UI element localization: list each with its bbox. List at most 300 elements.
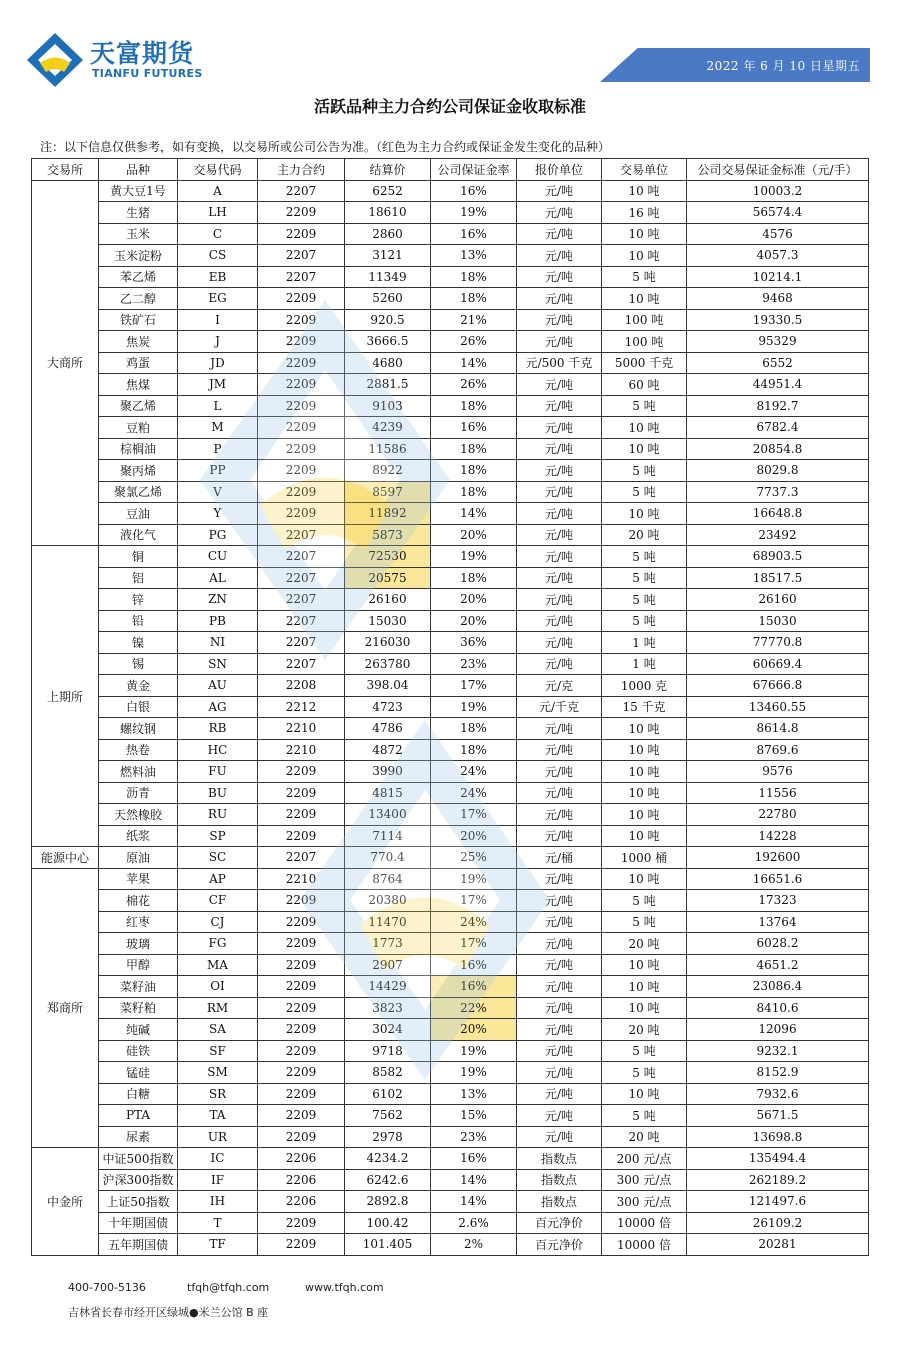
margin-amount-cell: 20281 (687, 1234, 869, 1256)
margin-amount-cell: 9576 (687, 761, 869, 783)
code-cell: AL (178, 567, 258, 589)
trade-unit-cell: 1000 桶 (602, 847, 687, 869)
margin-rate-cell: 24% (431, 782, 517, 804)
trade-unit-cell: 10 吨 (602, 976, 687, 998)
code-cell: RU (178, 804, 258, 826)
product-cell: 鸡蛋 (99, 352, 178, 374)
contract-cell: 2210 (258, 868, 345, 890)
contract-cell: 2209 (258, 503, 345, 525)
quote-unit-cell: 元/桶 (517, 847, 602, 869)
product-cell: 锌 (99, 589, 178, 611)
code-cell: TF (178, 1234, 258, 1256)
quote-unit-cell: 元/吨 (517, 309, 602, 331)
settle-price-cell: 13400 (345, 804, 431, 826)
contract-cell: 2209 (258, 761, 345, 783)
contract-cell: 2209 (258, 223, 345, 245)
code-cell: C (178, 223, 258, 245)
settle-price-cell: 4786 (345, 718, 431, 740)
code-cell: EG (178, 288, 258, 310)
quote-unit-cell: 元/千克 (517, 696, 602, 718)
settle-price-cell: 7114 (345, 825, 431, 847)
quote-unit-cell: 元/吨 (517, 1040, 602, 1062)
quote-unit-cell: 百元净价 (517, 1234, 602, 1256)
settle-price-cell: 2881.5 (345, 374, 431, 396)
quote-unit-cell: 元/吨 (517, 223, 602, 245)
margin-rate-cell: 19% (431, 696, 517, 718)
settle-price-cell: 4815 (345, 782, 431, 804)
code-cell: FG (178, 933, 258, 955)
contract-cell: 2209 (258, 438, 345, 460)
margin-rate-cell: 24% (431, 761, 517, 783)
table-row (32, 352, 869, 374)
trade-unit-cell: 10 吨 (602, 782, 687, 804)
contract-cell: 2209 (258, 1105, 345, 1127)
contract-cell: 2209 (258, 460, 345, 482)
contract-cell: 2209 (258, 804, 345, 826)
margin-rate-cell: 13% (431, 1083, 517, 1105)
code-cell: EB (178, 266, 258, 288)
product-cell: 燃料油 (99, 761, 178, 783)
settle-price-cell: 2860 (345, 223, 431, 245)
contract-cell: 2206 (258, 1169, 345, 1191)
margin-amount-cell: 26160 (687, 589, 869, 611)
contract-cell: 2209 (258, 1083, 345, 1105)
table-row (32, 1169, 869, 1191)
exchange-cell: 能源中心 (32, 847, 99, 869)
quote-unit-cell: 元/吨 (517, 890, 602, 912)
margin-rate-cell: 26% (431, 331, 517, 353)
table-row (32, 309, 869, 331)
margin-rate-cell: 19% (431, 546, 517, 568)
product-cell: 红枣 (99, 911, 178, 933)
code-cell: IH (178, 1191, 258, 1213)
code-cell: SP (178, 825, 258, 847)
code-cell: OI (178, 976, 258, 998)
column-header: 报价单位 (517, 159, 602, 181)
code-cell: ZN (178, 589, 258, 611)
margin-rate-cell: 36% (431, 632, 517, 654)
margin-amount-cell: 68903.5 (687, 546, 869, 568)
margin-rate-cell: 25% (431, 847, 517, 869)
margin-amount-cell: 121497.6 (687, 1191, 869, 1213)
contract-cell: 2209 (258, 1040, 345, 1062)
table-row (32, 868, 869, 890)
margin-amount-cell: 44951.4 (687, 374, 869, 396)
settle-price-cell: 2907 (345, 954, 431, 976)
settle-price-cell: 920.5 (345, 309, 431, 331)
contract-cell: 2209 (258, 331, 345, 353)
margin-rate-cell: 18% (431, 395, 517, 417)
contract-cell: 2210 (258, 739, 345, 761)
margin-rate-cell: 18% (431, 266, 517, 288)
product-cell: 螺纹钢 (99, 718, 178, 740)
margin-amount-cell: 56574.4 (687, 202, 869, 224)
margin-amount-cell: 4651.2 (687, 954, 869, 976)
margin-amount-cell: 7737.3 (687, 481, 869, 503)
contract-cell: 2212 (258, 696, 345, 718)
exchange-cell: 中金所 (32, 1148, 99, 1256)
settle-price-cell: 14429 (345, 976, 431, 998)
margin-amount-cell: 77770.8 (687, 632, 869, 654)
margin-rate-cell: 13% (431, 245, 517, 267)
quote-unit-cell: 元/吨 (517, 503, 602, 525)
quote-unit-cell: 元/吨 (517, 567, 602, 589)
margin-amount-cell: 14228 (687, 825, 869, 847)
contract-cell: 2207 (258, 847, 345, 869)
code-cell: AG (178, 696, 258, 718)
margin-amount-cell: 20854.8 (687, 438, 869, 460)
code-cell: MA (178, 954, 258, 976)
trade-unit-cell: 20 吨 (602, 933, 687, 955)
trade-unit-cell: 200 元/点 (602, 1148, 687, 1170)
quote-unit-cell: 指数点 (517, 1148, 602, 1170)
table-row (32, 696, 869, 718)
trade-unit-cell: 1000 克 (602, 675, 687, 697)
contract-cell: 2209 (258, 309, 345, 331)
disclaimer-note: 注：以下信息仅供参考，如有变换，以交易所或公司公告为准。（红色为主力合约或保证金发生变化的品种） (40, 140, 611, 154)
code-cell: HC (178, 739, 258, 761)
product-cell: 焦炭 (99, 331, 178, 353)
settle-price-cell: 3823 (345, 997, 431, 1019)
table-row (32, 1040, 869, 1062)
product-cell: 聚丙烯 (99, 460, 178, 482)
contract-cell: 2209 (258, 395, 345, 417)
code-cell: TA (178, 1105, 258, 1127)
margin-amount-cell: 262189.2 (687, 1169, 869, 1191)
product-cell: PTA (99, 1105, 178, 1127)
trade-unit-cell: 5 吨 (602, 911, 687, 933)
settle-price-cell: 15030 (345, 610, 431, 632)
trade-unit-cell: 5 吨 (602, 567, 687, 589)
code-cell: PB (178, 610, 258, 632)
table-row (32, 460, 869, 482)
table-row (32, 1105, 869, 1127)
settle-price-cell: 100.42 (345, 1212, 431, 1234)
contract-cell: 2210 (258, 718, 345, 740)
trade-unit-cell: 5 吨 (602, 1062, 687, 1084)
margin-amount-cell: 9468 (687, 288, 869, 310)
quote-unit-cell: 元/吨 (517, 1083, 602, 1105)
column-header: 交易代码 (178, 159, 258, 181)
table-row (32, 503, 869, 525)
margin-amount-cell: 4057.3 (687, 245, 869, 267)
margin-rate-cell: 14% (431, 1169, 517, 1191)
table-row (32, 266, 869, 288)
logo-english-name: TIANFU FUTURES (92, 67, 203, 80)
quote-unit-cell: 元/吨 (517, 374, 602, 396)
quote-unit-cell: 元/吨 (517, 632, 602, 654)
margin-amount-cell: 8769.6 (687, 739, 869, 761)
column-header: 结算价 (345, 159, 431, 181)
trade-unit-cell: 5 吨 (602, 589, 687, 611)
code-cell: Y (178, 503, 258, 525)
settle-price-cell: 398.04 (345, 675, 431, 697)
code-cell: JM (178, 374, 258, 396)
product-cell: 镍 (99, 632, 178, 654)
contract-cell: 2208 (258, 675, 345, 697)
contract-cell: 2206 (258, 1148, 345, 1170)
margin-rate-cell: 22% (431, 997, 517, 1019)
tianfu-logo-icon (26, 32, 84, 88)
code-cell: L (178, 395, 258, 417)
code-cell: SM (178, 1062, 258, 1084)
trade-unit-cell: 16 吨 (602, 202, 687, 224)
trade-unit-cell: 10000 倍 (602, 1212, 687, 1234)
margin-rate-cell: 20% (431, 524, 517, 546)
margin-amount-cell: 4576 (687, 223, 869, 245)
column-header: 交易所 (32, 159, 99, 181)
product-cell: 沥青 (99, 782, 178, 804)
trade-unit-cell: 300 元/点 (602, 1169, 687, 1191)
margin-amount-cell: 16651.6 (687, 868, 869, 890)
contract-cell: 2207 (258, 524, 345, 546)
settle-price-cell: 263780 (345, 653, 431, 675)
margin-rate-cell: 16% (431, 954, 517, 976)
settle-price-cell: 4239 (345, 417, 431, 439)
footer-website[interactable]: www.tfqh.com (305, 1281, 384, 1294)
trade-unit-cell: 10 吨 (602, 718, 687, 740)
trade-unit-cell: 10 吨 (602, 417, 687, 439)
margin-amount-cell: 8410.6 (687, 997, 869, 1019)
contract-cell: 2209 (258, 1062, 345, 1084)
margin-rate-cell: 16% (431, 1148, 517, 1170)
table-row (32, 1126, 869, 1148)
quote-unit-cell: 指数点 (517, 1191, 602, 1213)
code-cell: AP (178, 868, 258, 890)
margin-amount-cell: 19330.5 (687, 309, 869, 331)
quote-unit-cell: 元/500 千克 (517, 352, 602, 374)
margin-rate-cell: 14% (431, 503, 517, 525)
product-cell: 铁矿石 (99, 309, 178, 331)
product-cell: 聚氯乙烯 (99, 481, 178, 503)
contract-cell: 2209 (258, 976, 345, 998)
table-row (32, 890, 869, 912)
contract-cell: 2209 (258, 1234, 345, 1256)
contract-cell: 2206 (258, 1191, 345, 1213)
margin-amount-cell: 9232.1 (687, 1040, 869, 1062)
margin-rate-cell: 24% (431, 911, 517, 933)
margin-rate-cell: 2.6% (431, 1212, 517, 1234)
trade-unit-cell: 60 吨 (602, 374, 687, 396)
table-row (32, 589, 869, 611)
table-row (32, 202, 869, 224)
code-cell: AU (178, 675, 258, 697)
quote-unit-cell: 元/吨 (517, 911, 602, 933)
code-cell: FU (178, 761, 258, 783)
table-row (32, 417, 869, 439)
product-cell: 热卷 (99, 739, 178, 761)
code-cell: SR (178, 1083, 258, 1105)
settle-price-cell: 8922 (345, 460, 431, 482)
code-cell: JD (178, 352, 258, 374)
product-cell: 锰硅 (99, 1062, 178, 1084)
trade-unit-cell: 10 吨 (602, 997, 687, 1019)
contract-cell: 2207 (258, 610, 345, 632)
product-cell: 液化气 (99, 524, 178, 546)
column-header: 公司交易保证金标准（元/手） (687, 159, 869, 181)
trade-unit-cell: 10 吨 (602, 739, 687, 761)
margin-amount-cell: 10214.1 (687, 266, 869, 288)
margin-table (31, 158, 869, 1256)
margin-rate-cell: 18% (431, 438, 517, 460)
table-row (32, 331, 869, 353)
code-cell: SF (178, 1040, 258, 1062)
table-row (32, 718, 869, 740)
margin-amount-cell: 16648.8 (687, 503, 869, 525)
margin-rate-cell: 18% (431, 718, 517, 740)
quote-unit-cell: 元/吨 (517, 653, 602, 675)
margin-rate-cell: 21% (431, 309, 517, 331)
code-cell: T (178, 1212, 258, 1234)
product-cell: 铝 (99, 567, 178, 589)
contract-cell: 2207 (258, 589, 345, 611)
trade-unit-cell: 20 吨 (602, 1126, 687, 1148)
code-cell: CS (178, 245, 258, 267)
margin-amount-cell: 95329 (687, 331, 869, 353)
footer-email[interactable]: tfqh@tfqh.com (187, 1281, 270, 1294)
trade-unit-cell: 10 吨 (602, 1083, 687, 1105)
product-cell: 黄大豆1号 (99, 180, 178, 202)
contract-cell: 2209 (258, 911, 345, 933)
table-row (32, 653, 869, 675)
table-row (32, 438, 869, 460)
table-row (32, 374, 869, 396)
report-date: 2022 年 6 月 10 日星期五 (706, 59, 860, 73)
quote-unit-cell: 元/克 (517, 675, 602, 697)
margin-rate-cell: 2% (431, 1234, 517, 1256)
trade-unit-cell: 1 吨 (602, 653, 687, 675)
margin-rate-cell: 16% (431, 976, 517, 998)
margin-amount-cell: 11556 (687, 782, 869, 804)
code-cell: J (178, 331, 258, 353)
quote-unit-cell: 元/吨 (517, 481, 602, 503)
trade-unit-cell: 5 吨 (602, 395, 687, 417)
table-row (32, 1083, 869, 1105)
product-cell: 苯乙烯 (99, 266, 178, 288)
margin-rate-cell: 14% (431, 352, 517, 374)
trade-unit-cell: 100 吨 (602, 331, 687, 353)
margin-amount-cell: 6552 (687, 352, 869, 374)
settle-price-cell: 11470 (345, 911, 431, 933)
quote-unit-cell: 元/吨 (517, 804, 602, 826)
table-row (32, 825, 869, 847)
settle-price-cell: 6242.6 (345, 1169, 431, 1191)
contract-cell: 2209 (258, 1126, 345, 1148)
trade-unit-cell: 10 吨 (602, 223, 687, 245)
margin-amount-cell: 23086.4 (687, 976, 869, 998)
code-cell: LH (178, 202, 258, 224)
quote-unit-cell: 元/吨 (517, 266, 602, 288)
trade-unit-cell: 10 吨 (602, 288, 687, 310)
company-logo (26, 32, 203, 88)
table-row (32, 804, 869, 826)
product-cell: 苹果 (99, 868, 178, 890)
margin-amount-cell: 15030 (687, 610, 869, 632)
table-row (32, 847, 869, 869)
table-row (32, 524, 869, 546)
margin-rate-cell: 20% (431, 825, 517, 847)
logo-chinese-name: 天富期货 (90, 39, 195, 68)
trade-unit-cell: 15 千克 (602, 696, 687, 718)
table-row (32, 1062, 869, 1084)
table-row (32, 1234, 869, 1256)
margin-amount-cell: 60669.4 (687, 653, 869, 675)
trade-unit-cell: 10 吨 (602, 438, 687, 460)
contract-cell: 2209 (258, 1212, 345, 1234)
quote-unit-cell: 元/吨 (517, 954, 602, 976)
margin-rate-cell: 17% (431, 804, 517, 826)
table-body (32, 180, 869, 1255)
settle-price-cell: 770.4 (345, 847, 431, 869)
quote-unit-cell: 元/吨 (517, 825, 602, 847)
contract-cell: 2209 (258, 997, 345, 1019)
code-cell: PG (178, 524, 258, 546)
settle-price-cell: 9103 (345, 395, 431, 417)
quote-unit-cell: 元/吨 (517, 524, 602, 546)
quote-unit-cell: 元/吨 (517, 782, 602, 804)
contract-cell: 2209 (258, 933, 345, 955)
margin-amount-cell: 22780 (687, 804, 869, 826)
margin-amount-cell: 135494.4 (687, 1148, 869, 1170)
quote-unit-cell: 元/吨 (517, 718, 602, 740)
quote-unit-cell: 元/吨 (517, 288, 602, 310)
code-cell: CJ (178, 911, 258, 933)
table-row (32, 911, 869, 933)
contract-cell: 2209 (258, 417, 345, 439)
code-cell: RB (178, 718, 258, 740)
margin-amount-cell: 13698.8 (687, 1126, 869, 1148)
product-cell: 上证50指数 (99, 1191, 178, 1213)
settle-price-cell: 4680 (345, 352, 431, 374)
settle-price-cell: 1773 (345, 933, 431, 955)
quote-unit-cell: 元/吨 (517, 1105, 602, 1127)
table-row (32, 1212, 869, 1234)
table-row (32, 761, 869, 783)
product-cell: 铅 (99, 610, 178, 632)
product-cell: 黄金 (99, 675, 178, 697)
quote-unit-cell: 元/吨 (517, 1019, 602, 1041)
table-row (32, 954, 869, 976)
quote-unit-cell: 元/吨 (517, 546, 602, 568)
trade-unit-cell: 10 吨 (602, 761, 687, 783)
margin-amount-cell: 192600 (687, 847, 869, 869)
product-cell: 铜 (99, 546, 178, 568)
margin-rate-cell: 20% (431, 1019, 517, 1041)
quote-unit-cell: 元/吨 (517, 976, 602, 998)
margin-rate-cell: 19% (431, 868, 517, 890)
table-row (32, 546, 869, 568)
product-cell: 天然橡胶 (99, 804, 178, 826)
trade-unit-cell: 5 吨 (602, 890, 687, 912)
margin-amount-cell: 8029.8 (687, 460, 869, 482)
trade-unit-cell: 5 吨 (602, 460, 687, 482)
settle-price-cell: 8582 (345, 1062, 431, 1084)
settle-price-cell: 11349 (345, 266, 431, 288)
settle-price-cell: 3666.5 (345, 331, 431, 353)
settle-price-cell: 20380 (345, 890, 431, 912)
margin-amount-cell: 6028.2 (687, 933, 869, 955)
settle-price-cell: 9718 (345, 1040, 431, 1062)
settle-price-cell: 11892 (345, 503, 431, 525)
product-cell: 硅铁 (99, 1040, 178, 1062)
column-header: 交易单位 (602, 159, 687, 181)
code-cell: V (178, 481, 258, 503)
margin-rate-cell: 20% (431, 610, 517, 632)
margin-amount-cell: 18517.5 (687, 567, 869, 589)
margin-rate-cell: 26% (431, 374, 517, 396)
code-cell: SC (178, 847, 258, 869)
trade-unit-cell: 1 吨 (602, 632, 687, 654)
